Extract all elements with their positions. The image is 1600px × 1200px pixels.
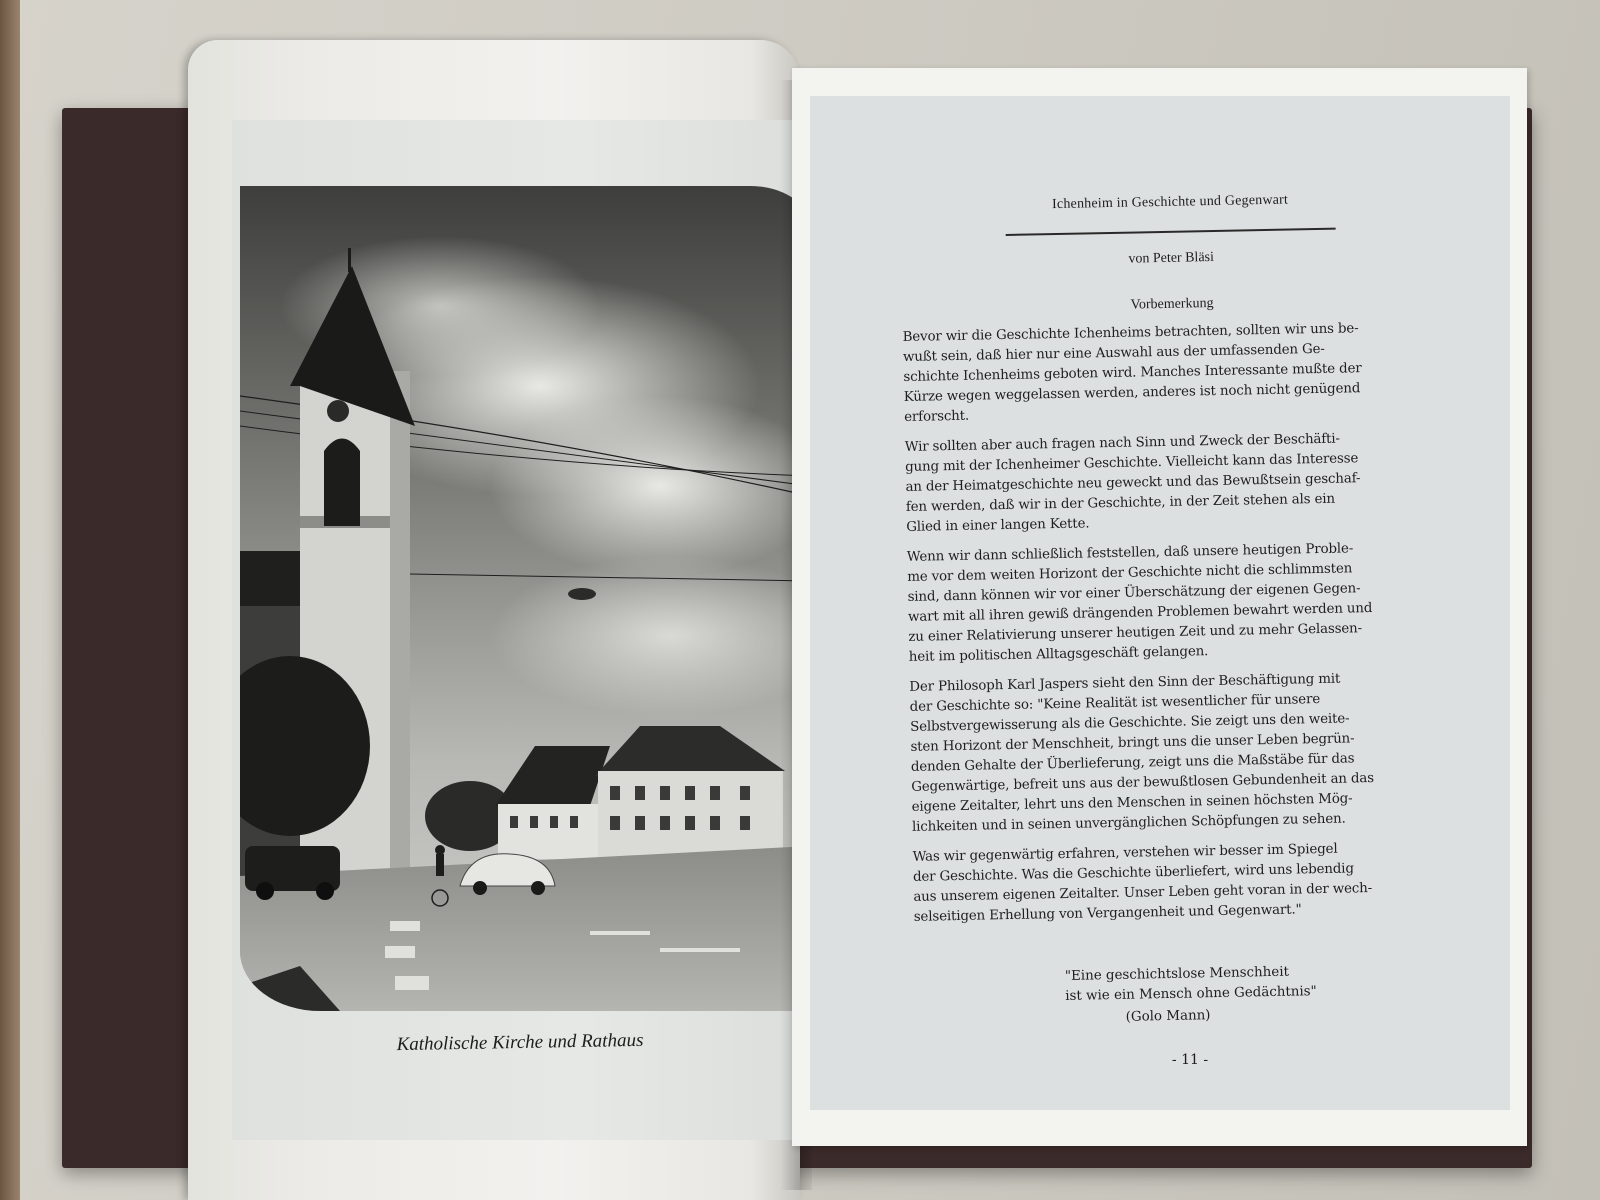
text-line: selseitigen Erhellung von Vergangenheit und Gegenwart."	[913, 902, 1302, 925]
text-line: gung mit der Ichenheimer Geschichte. Vielleicht kann das Interesse	[904, 451, 1359, 475]
text-line: lichkeiten und in seinen unvergänglichen Schöpfungen zu sehen.	[911, 811, 1346, 835]
text-line: wußt sein, daß hier nur eine Auswahl aus der umfassenden Ge-	[902, 341, 1325, 365]
text-line: heit im politischen Alltagsgeschäft gelangen.	[908, 644, 1209, 665]
author-line: von Peter Bläsi	[1128, 249, 1215, 267]
quote-author: (Golo Mann)	[1125, 1008, 1211, 1025]
text-line: wart mit all ihren gewiß drängenden Problemen bewahrt werden und	[907, 601, 1373, 625]
text-line: fen werden, daß wir in der Geschichte, in der Zeit stehen als ein	[905, 491, 1336, 515]
paragraph	[902, 318, 1444, 428]
text-line: Wenn wir dann schließlich feststellen, daß unsere heutigen Proble-	[906, 541, 1354, 565]
text-line: Bevor wir die Geschichte Ichenheims betrachten, sollten wir uns be-	[902, 321, 1359, 345]
text-line: Kürze wegen weggelassen werden, anderes ist noch nicht genügend	[903, 381, 1361, 405]
article-text-block	[900, 190, 1456, 1029]
quote-line: "Eine geschichtslose Menschheit	[1064, 964, 1290, 984]
text-line: eigene Zeitalter, lehrt uns den Menschen in seinen höchsten Mög-	[911, 791, 1353, 815]
text-line: Wir sollten aber auch fragen nach Sinn und Zweck der Beschäfti-	[904, 431, 1341, 455]
text-line: an der Heimatgeschichte neu geweckt und das Bewußtsein geschaf-	[905, 471, 1361, 495]
text-line: der Geschichte so: "Keine Realität ist wesentlicher für unsere	[909, 692, 1321, 715]
article-title: Ichenheim in Geschichte und Gegenwart	[1051, 192, 1289, 213]
text-line: Selbstvergewisserung als die Geschichte. Sie zeigt uns den weite-	[909, 711, 1350, 735]
page-number: - 11 -	[1171, 1052, 1209, 1068]
text-line: sind, dann können wir vor einer Überschätzung der eigenen Gegen-	[907, 581, 1361, 605]
text-line: Was wir gegenwärtig erfahren, verstehen wir besser im Spiegel	[912, 841, 1338, 865]
text-line: sten Horizont der Menschheit, bringt uns die unser Leben begrün-	[910, 731, 1355, 755]
text-line: erforscht.	[904, 408, 970, 425]
section-heading: Vorbemerkung	[1130, 296, 1214, 313]
photo-caption: Katholische Kirche und Rathaus	[396, 1029, 644, 1056]
paragraph	[909, 668, 1452, 838]
title-underline	[1006, 228, 1336, 236]
text-line: zu einer Relativierung unserer heutigen Zeit und zu mehr Gelassen-	[908, 621, 1363, 645]
text-line: denden Gehalte der Überlieferung, zeigt uns die Maßstäbe für das	[910, 751, 1355, 775]
text-line: der Geschichte. Was die Geschichte überliefert, wird uns lebendig	[912, 861, 1354, 885]
text-line: Glied in einer langen Kette.	[906, 516, 1090, 535]
text-line: schichte Ichenheims geboten wird. Manches Interessante mußte der	[903, 361, 1362, 385]
church-photo	[240, 186, 810, 1011]
table-edge	[0, 0, 20, 1200]
text-line: me vor dem weiten Horizont der Geschichte nicht die schlimmsten	[907, 561, 1353, 585]
paragraph	[912, 838, 1453, 928]
text-line: aus unserem eigenen Zeitalter. Unser Leben geht voran in der wech-	[913, 881, 1373, 905]
text-line: Der Philosoph Karl Jaspers sieht den Sinn der Beschäftigung mit	[909, 671, 1341, 695]
epigraph-quote	[1065, 959, 1456, 1006]
paragraph	[907, 538, 1449, 668]
paragraph	[905, 428, 1447, 538]
quote-line: ist wie ein Mensch ohne Gedächtnis"	[1065, 984, 1317, 1004]
text-line: Gegenwärtige, befreit uns aus der bewußtlosen Gebundenheit an das	[911, 771, 1375, 795]
